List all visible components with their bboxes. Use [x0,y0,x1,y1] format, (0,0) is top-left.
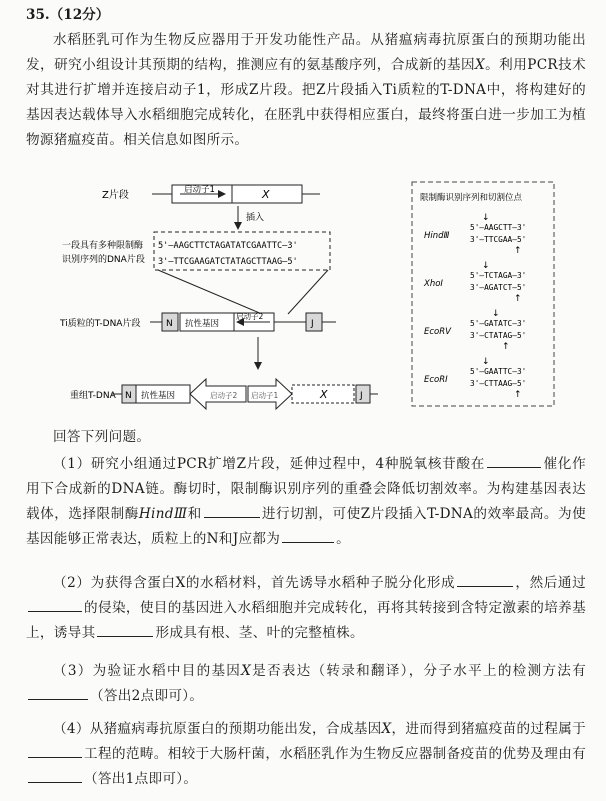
q3-text-2: 是否表达（转录和翻译），分子水平上的检测方法有 [251,663,586,679]
enzyme-seq-top: 5'–AAGCTT–3' [470,223,527,232]
enzyme-seq-bottom: 3'–AGATCT–5' [470,283,527,292]
q4-blank-2[interactable] [28,768,82,783]
q1-blank-3[interactable] [282,528,334,543]
q1-text-2: 催化作用下合成新的DNA链。酶切时，限制酶识别序列的重叠会降低切割效率。为构建基因表达载体，选择限制酶 [26,456,586,522]
subquestion-3 [26,659,586,709]
q2-blank-2[interactable] [28,597,82,612]
q1-enzyme: HindⅢ [138,506,188,522]
enzyme-seq-bottom: 3'–CTATAG–5' [470,331,527,340]
enzyme-name: XhoⅠ [424,279,443,289]
dna-seq-bottom: 3'–TTCGAAGATCTATAGCTTAAG–5' [158,257,298,267]
q1-text-3: 和 [187,506,202,522]
q2-text-3: 的侵染，使目的基因进入水稻细胞并完成转化，再将其转接到含特定激素的培养基上，诱导其 [26,600,586,641]
question-score: （12分） [49,7,110,23]
subquestion-1 [26,452,586,552]
intro-text-1: 水稻胚乳可作为生物反应器用于开发功能性产品。从猪瘟病毒抗原蛋白的预期功能出发，研究小组设计其预期的结构，推测应有的氨基酸序列，合成新的基因 [26,32,586,73]
subquestion-4 [26,717,586,792]
question-number: 35. [26,7,50,23]
intro-text-2: 。利用PCR技术对其进行扩增并连接启动子1，形成Z片段。把Z片段插入Ti质粒的T-DNA中，将构建好的基因表达载体导入水稻细胞完成转化，在胚乳中获得相应蛋白，最终将蛋白进一步加工为植物源猪瘟疫苗。相关信息如图所示。 [26,57,586,148]
answer-prompt: 回答下列问题。 [53,429,151,445]
dna-seq-top: 5'–AAGCTTCTAGATATCGAATTC–3' [158,241,298,251]
q4-text-4: （答出1点即可）。 [84,771,198,787]
q4-blank-1[interactable] [28,743,82,758]
q2-blank-1[interactable] [457,572,513,587]
recomb-promoter2-arrow [190,379,246,409]
enzyme-seq-top: 5'–TCTAGA–3' [470,271,527,280]
z-fragment-label: Z片段 [102,190,129,201]
subquestion-2 [26,571,586,646]
cut-arrow-down: ↓ [482,357,490,367]
recomb-promoter1-arrow [248,379,292,409]
enzyme-seq-bottom: 3'–CTTAAG–5' [470,379,527,388]
enzyme-row-ecori [424,357,526,400]
enzyme-name: HindⅢ [424,231,450,241]
dna-fragment-label-2: 识别序列的DNA片段 [62,255,145,265]
recomb-j-box [356,385,370,403]
q4-text-1: （4）从猪瘟病毒抗原蛋白的预期功能出发，合成基因 [53,721,382,737]
q1-text-4: 进行切割，可使Z片段插入T-DNA的效率最高。为使基因能够正常表达，质粒上的N和J应都为 [26,506,586,547]
recomb-promoter1-label: 启动子1 [251,391,279,400]
promoter1-box [172,184,232,203]
q2-blank-3[interactable] [97,622,153,637]
enzyme-row-ecorv [424,309,526,352]
cut-arrow-up: ↑ [502,342,510,352]
recomb-j-label: J [360,391,363,401]
recomb-resistance-label: 抗性基因 [141,391,176,401]
enzyme-seq-top: 5'–GAATTC–3' [470,367,527,376]
cut-arrow-down: ↓ [492,309,500,319]
construct-diagram [0,172,606,412]
question-header [26,3,109,23]
promoter1-label: 启动子1 [184,185,215,195]
insert-label: 插入 [246,213,265,223]
cut-arrow-up: ↑ [514,246,522,256]
n-label: N [166,319,173,329]
cut-arrow-down: ↓ [482,261,490,271]
ti-tdna-label: Ti质粒的T-DNA片段 [60,319,141,329]
cut-arrow-up: ↑ [514,294,522,304]
promoter2-box [234,311,274,331]
q4-gene-x: X [381,721,392,737]
recomb-promoter2-label: 启动子2 [210,391,238,400]
q1-text-1: （1）研究小组通过PCR扩增Z片段，延伸过程中，4种脱氧核苷酸在 [53,456,486,472]
q1-blank-1[interactable] [487,453,541,468]
recomb-gene-x-label: X [320,388,328,401]
j-box [306,313,322,331]
cut-arrow-down: ↓ [482,213,490,223]
q3-gene-x: X [241,663,252,679]
q4-text-3: 工程的范畴。相较于大肠杆菌，水稻胚乳作为生物反应器制备疫苗的优势及理由有 [84,746,586,762]
q3-text-3: （答出2点即可）。 [90,688,204,704]
q1-text-5: 。 [336,531,351,547]
q3-text-1: （3）为验证水稻中目的基因 [53,663,242,679]
q4-text-2: ，进而得到猪瘟疫苗的过程属于 [391,721,587,737]
q2-text-1: （2）为获得含蛋白X的水稻材料，首先诱导水稻种子脱分化形成 [53,575,456,591]
q2-text-2: ，然后通过 [515,575,587,591]
cut-arrow-up: ↑ [514,390,522,400]
recomb-n-label: N [125,391,132,401]
enzyme-row-xhoi [423,261,526,304]
q3-blank-1[interactable] [28,685,88,700]
question-intro [26,28,586,153]
enzyme-table-title: 限制酶识别序列和切割位点 [420,193,523,203]
q2-text-4: 形成具有根、茎、叶的完整植株。 [155,625,364,641]
enzyme-row-hindiii [424,213,526,256]
promoter2-label: 启动子2 [236,312,264,321]
recombinant-tdna-label: 重组T-DNA [70,391,116,401]
enzyme-seq-top: 5'–GATATC–3' [470,319,527,328]
enzyme-seq-bottom: 3'–TTCGAA–5' [470,235,527,244]
enzyme-name: EcoRⅤ [424,327,451,337]
gene-x-label: X [262,188,270,201]
gene-x-name: X [475,57,486,73]
enzyme-name: EcoRⅠ [424,375,448,385]
resistance-gene-label: 抗性基因 [185,319,220,329]
q1-blank-2[interactable] [204,503,260,518]
j-label: J [311,319,314,329]
dna-fragment-label-1: 一段具有多种限制酶 [62,241,144,251]
